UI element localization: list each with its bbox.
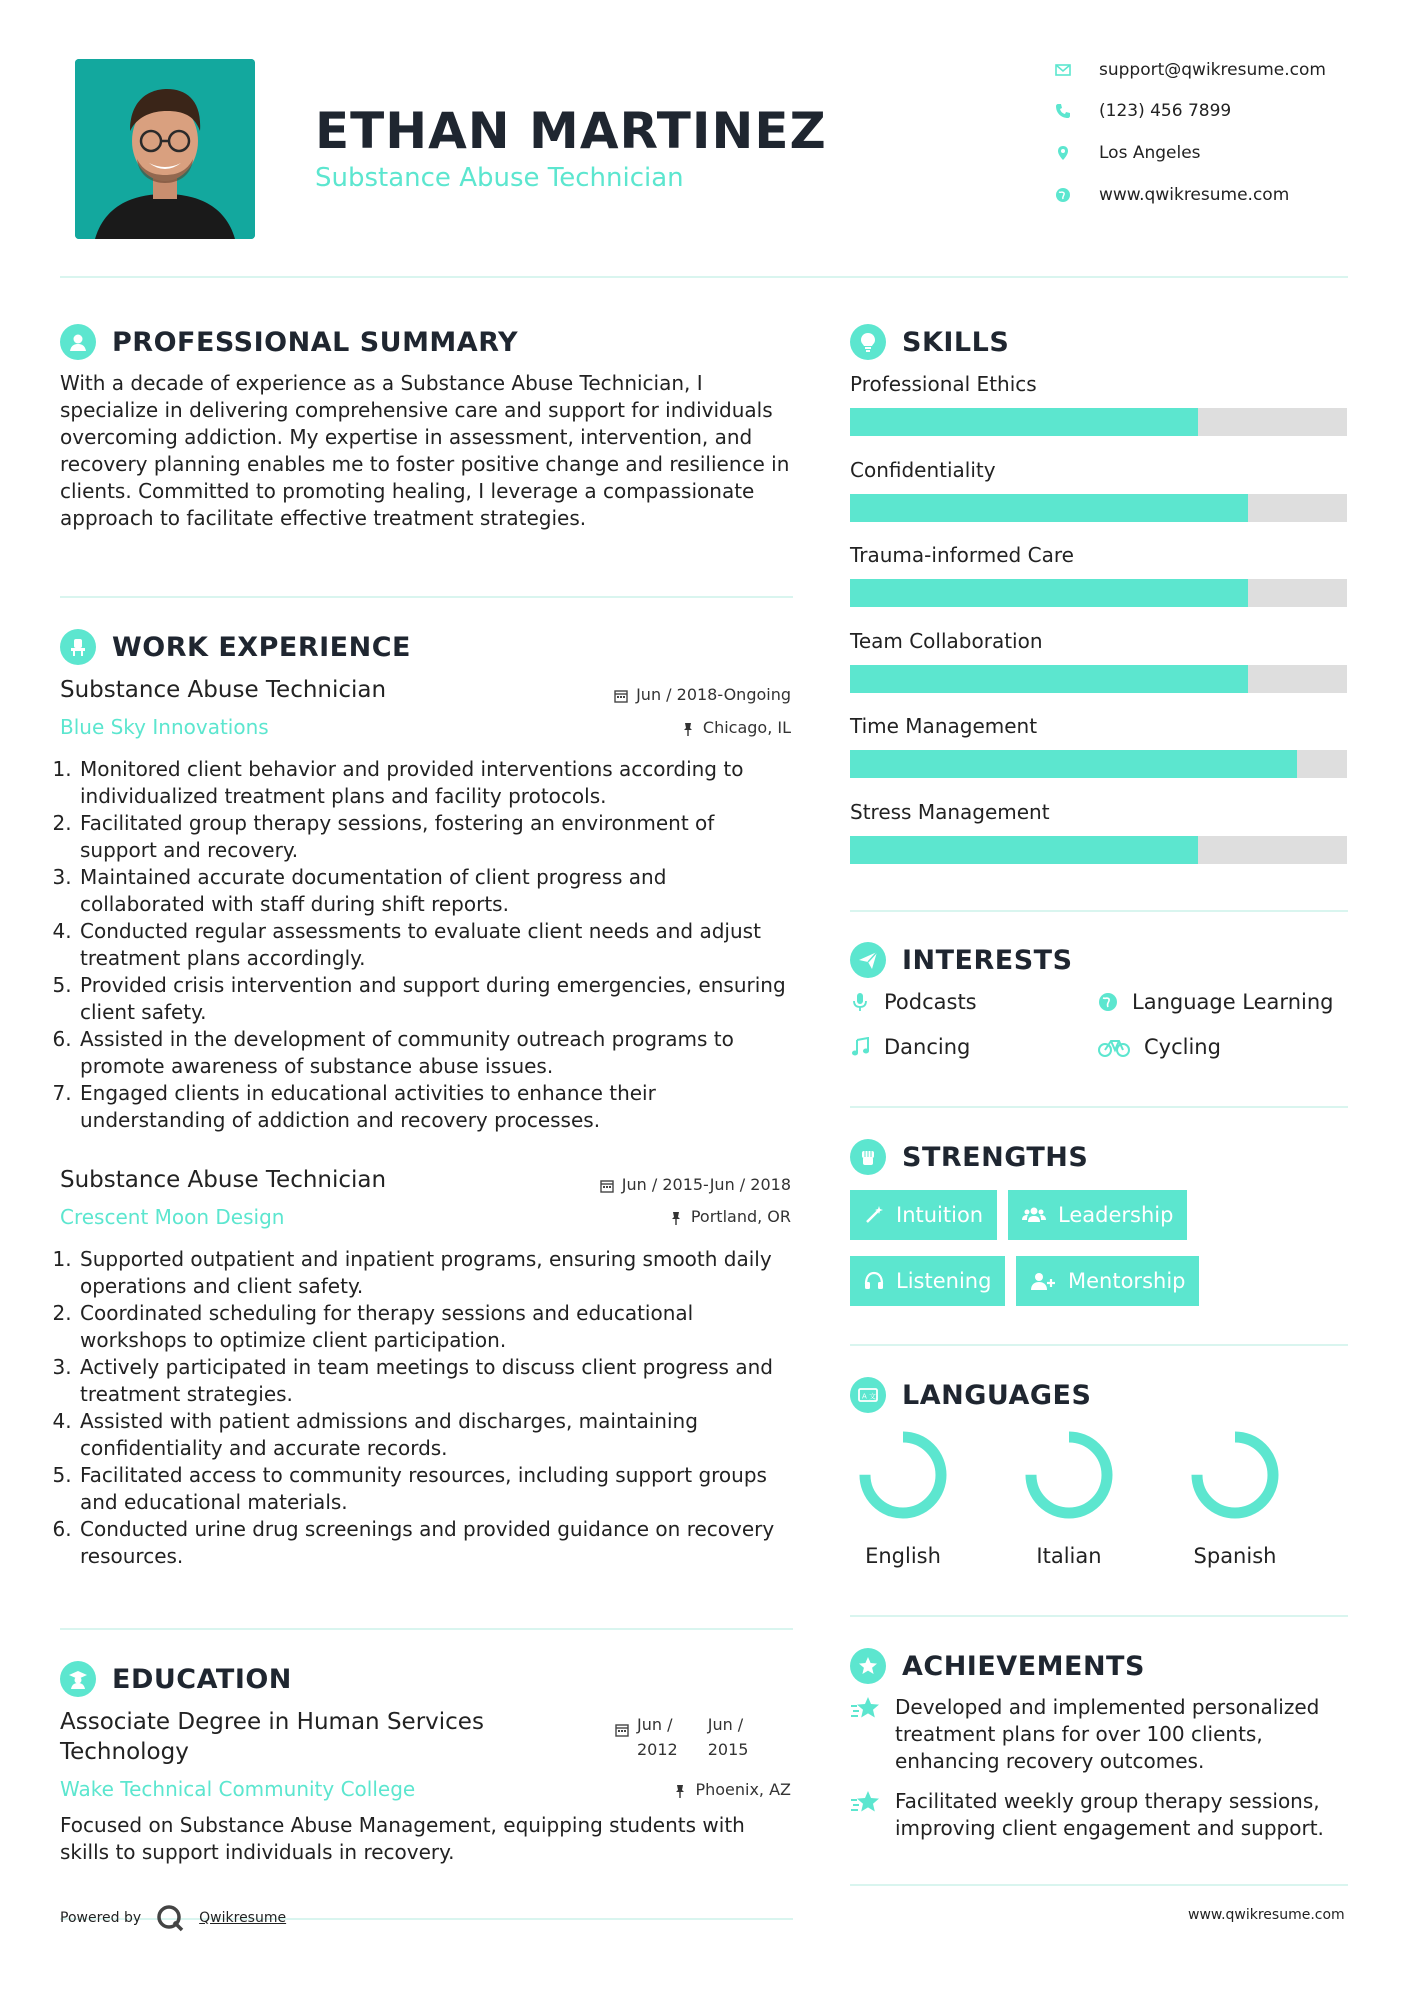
summary-divider — [60, 596, 793, 598]
job-2-title: Substance Abuse Technician — [60, 1167, 387, 1193]
achievement-1 — [850, 1694, 1348, 1775]
experience-divider — [60, 1628, 793, 1630]
education-end — [708, 1712, 749, 1762]
paper-plane-icon — [850, 942, 886, 978]
users-icon — [1022, 1205, 1046, 1225]
achievements-heading — [850, 1648, 1145, 1684]
skill-bar-fill — [850, 579, 1248, 607]
interest-label: Podcasts — [884, 990, 977, 1014]
job-1-date — [614, 685, 791, 704]
star-icon — [850, 1788, 882, 1816]
interest-dancing — [850, 1035, 970, 1059]
skill-label: Professional Ethics — [850, 372, 1037, 396]
qwikresume-logo-icon — [155, 1903, 185, 1933]
contact-phone-text: (123) 456 7899 — [1099, 101, 1232, 121]
microphone-icon — [850, 992, 870, 1012]
strength-label: Mentorship — [1068, 1269, 1186, 1293]
education-title: EDUCATION — [112, 1663, 292, 1695]
interest-podcasts — [850, 990, 977, 1014]
summary-text: With a decade of experience as a Substance Abuse Technician, I specialize in delivering comprehensive care and support for individuals overcoming addiction. My expertise in assessment, intervention, and recovery planning enables me to foster positive change and resilience in clients. Committed to promoting healing, I leverage a compassionate approach to facilitate effective treatment strategies. — [60, 371, 790, 530]
calendar-icon — [600, 1178, 614, 1192]
education-start-year: 2012 — [637, 1740, 678, 1759]
interests-divider — [850, 1106, 1348, 1108]
fist-icon — [850, 1139, 886, 1175]
interest-cycling — [1098, 1035, 1221, 1059]
pin-icon — [681, 721, 695, 735]
strength-label: Leadership — [1058, 1203, 1174, 1227]
job-2-location-text: Portland, OR — [690, 1207, 791, 1226]
job-2-date-text: Jun / 2015-Jun / 2018 — [621, 1175, 791, 1194]
envelope-icon — [1055, 62, 1071, 78]
star-icon — [850, 1694, 882, 1722]
music-icon — [850, 1037, 870, 1057]
skill-bar-fill — [850, 750, 1297, 778]
summary-heading — [60, 324, 518, 360]
svg-text:文: 文 — [869, 1392, 876, 1401]
powered-by-label: Powered by — [60, 1910, 142, 1926]
user-plus-icon — [1030, 1271, 1056, 1291]
pin-icon — [673, 1783, 687, 1797]
contact-email-text: support@qwikresume.com — [1099, 60, 1326, 80]
strength-label: Listening — [896, 1269, 992, 1293]
contact-website-text: www.qwikresume.com — [1099, 185, 1290, 205]
skill-bar-track — [850, 494, 1347, 522]
skills-heading — [850, 324, 1009, 360]
skill-bar-track — [850, 836, 1347, 864]
skill-bar-fill — [850, 408, 1198, 436]
degree-name — [60, 1707, 530, 1767]
interest-language-learning — [1098, 990, 1333, 1014]
skill-label: Confidentiality — [850, 457, 996, 482]
lightbulb-icon — [850, 324, 886, 360]
list-item: 3. Actively participated in team meetings to discuss client progress and treatment strategies. — [78, 1354, 795, 1408]
job-1-location-text: Chicago, IL — [702, 718, 791, 737]
strength-chip-leadership — [1008, 1190, 1187, 1240]
language-label: English — [865, 1544, 941, 1568]
strengths-heading — [850, 1139, 1088, 1175]
job-1-location — [681, 718, 791, 737]
education-end-month: Jun / — [707, 1715, 744, 1734]
languages-heading — [850, 1377, 1091, 1413]
svg-text:A: A — [862, 1392, 867, 1401]
contact-phone[interactable] — [1055, 101, 1231, 121]
footer-url[interactable]: www.qwikresume.com — [1188, 1907, 1345, 1923]
translate-icon — [850, 1377, 886, 1413]
user-icon — [60, 324, 96, 360]
job-1-company: Blue Sky Innovations — [60, 715, 269, 739]
achievements-title: ACHIEVEMENTS — [902, 1650, 1145, 1682]
achievement-2 — [850, 1788, 1348, 1842]
footer-divider-right — [850, 1884, 1348, 1886]
summary-title: PROFESSIONAL SUMMARY — [112, 326, 519, 358]
list-item: 1. Supported outpatient and inpatient programs, ensuring smooth daily operations and client safety. — [78, 1246, 795, 1300]
strength-label: Intuition — [896, 1203, 984, 1227]
headphones-icon — [864, 1271, 884, 1291]
strengths-title: STRENGTHS — [902, 1141, 1089, 1173]
contact-website[interactable] — [1055, 185, 1289, 205]
interests-heading — [850, 942, 1073, 978]
job-2-duties — [60, 1246, 795, 1570]
list-item: 5. Provided crisis intervention and support during emergencies, ensuring client safety. — [78, 972, 795, 1026]
achievement-text: Developed and implemented personalized treatment plans for over 100 clients, enhancing recovery outcomes. — [895, 1695, 1320, 1773]
job-2-date — [600, 1175, 791, 1194]
education-dates — [615, 1712, 748, 1762]
language-ring — [1019, 1425, 1119, 1525]
strengths-divider — [850, 1344, 1348, 1346]
calendar-icon — [615, 1722, 629, 1736]
skill-bar-track — [850, 750, 1347, 778]
graduate-icon — [60, 1661, 96, 1697]
strength-chip-mentorship — [1016, 1256, 1199, 1306]
skill-bar-fill — [850, 494, 1248, 522]
skill-bar-track — [850, 665, 1347, 693]
list-item: 3. Maintained accurate documentation of client progress and collaborated with staff during shift reports. — [78, 864, 795, 918]
profile-photo — [75, 59, 255, 239]
skill-bar-fill — [850, 836, 1198, 864]
phone-icon — [1055, 103, 1071, 119]
list-item: 6. Conducted urine drug screenings and provided guidance on recovery resources. — [78, 1516, 795, 1570]
magic-wand-icon — [864, 1205, 884, 1225]
contact-location-text: Los Angeles — [1099, 143, 1201, 163]
job-2-company: Crescent Moon Design — [60, 1205, 285, 1229]
strength-chip-listening — [850, 1256, 1005, 1306]
languages-divider — [850, 1615, 1348, 1617]
strength-chip-intuition — [850, 1190, 997, 1240]
job-1-date-text: Jun / 2018-Ongoing — [636, 685, 791, 704]
chair-icon — [60, 629, 96, 665]
list-item: 4. Assisted with patient admissions and discharges, maintaining confidentiality and accurate records. — [78, 1408, 795, 1462]
language-ring-arc — [1031, 1437, 1107, 1513]
education-end-year: 2015 — [707, 1740, 749, 1759]
list-item: 5. Facilitated access to community resources, including support groups and educational materials. — [78, 1462, 795, 1516]
list-item: 1. Monitored client behavior and provided interventions according to individualized treatment plans and facility protocols. — [78, 756, 795, 810]
list-item: 4. Conducted regular assessments to evaluate client needs and adjust treatment plans accordingly. — [78, 918, 795, 972]
skill-label: Team Collaboration — [850, 628, 1043, 653]
language-label: Italian — [1036, 1544, 1102, 1568]
skill-bar-track — [850, 579, 1347, 607]
powered-by — [60, 1903, 286, 1933]
degree-line-1: Associate Degree in Human Services — [60, 1709, 484, 1735]
list-item: 7. Engaged clients in educational activities to enhance their understanding of addiction and recovery processes. — [78, 1080, 795, 1134]
job-2-location — [669, 1207, 791, 1226]
calendar-icon — [614, 688, 628, 702]
list-item: 2. Facilitated group therapy sessions, fostering an environment of support and recovery. — [78, 810, 795, 864]
skill-label: Stress Management — [850, 799, 1050, 824]
globe-icon — [1098, 992, 1118, 1012]
job-1-title: Substance Abuse Technician — [60, 677, 387, 703]
candidate-name: ETHAN MARTINEZ — [315, 102, 827, 160]
interest-label: Language Learning — [1132, 990, 1334, 1014]
interest-label: Dancing — [884, 1035, 971, 1059]
school-name: Wake Technical Community College — [60, 1777, 416, 1801]
contact-email[interactable] — [1055, 60, 1326, 80]
language-ring-arc — [865, 1437, 941, 1513]
language-label: Spanish — [1193, 1544, 1277, 1568]
globe-icon — [1055, 187, 1071, 203]
bicycle-icon — [1098, 1037, 1130, 1057]
candidate-title: Substance Abuse Technician — [315, 163, 684, 193]
education-heading — [60, 1661, 292, 1697]
education-start-month: Jun / — [637, 1715, 673, 1734]
job-1-duties — [60, 756, 795, 1134]
degree-line-2: Technology — [60, 1739, 189, 1765]
language-ring — [853, 1425, 953, 1525]
list-item: 6. Assisted in the development of community outreach programs to promote awareness of substance abuse issues. — [78, 1026, 795, 1080]
pin-icon — [669, 1210, 683, 1224]
skill-label: Trauma-informed Care — [850, 543, 1074, 567]
achievement-text: Facilitated weekly group therapy sessions, improving client engagement and support. — [895, 1789, 1324, 1840]
brand-link[interactable]: Qwikresume — [199, 1910, 287, 1926]
education-location-text: Phoenix, AZ — [695, 1780, 791, 1799]
list-item: 2. Coordinated scheduling for therapy sessions and educational workshops to optimize client participation. — [78, 1300, 795, 1354]
skill-bar-track — [850, 408, 1347, 436]
education-location — [673, 1780, 791, 1799]
skills-divider — [850, 910, 1348, 912]
contact-location — [1055, 143, 1201, 163]
languages-title: LANGUAGES — [902, 1379, 1092, 1411]
skill-label: Time Management — [850, 714, 1038, 738]
skills-title: SKILLS — [902, 326, 1010, 358]
header-divider — [60, 276, 1348, 278]
education-start — [637, 1712, 678, 1762]
language-ring — [1185, 1425, 1285, 1525]
language-ring-arc — [1197, 1437, 1273, 1513]
map-pin-icon — [1055, 145, 1071, 161]
skill-bar-fill — [850, 665, 1248, 693]
star-badge-icon — [850, 1648, 886, 1684]
interests-title: INTERESTS — [902, 944, 1073, 976]
education-description: Focused on Substance Abuse Management, equipping students with skills to support individuals in recovery. — [60, 1813, 745, 1864]
interest-label: Cycling — [1144, 1035, 1221, 1059]
experience-title: WORK EXPERIENCE — [112, 631, 411, 663]
experience-heading — [60, 629, 411, 665]
